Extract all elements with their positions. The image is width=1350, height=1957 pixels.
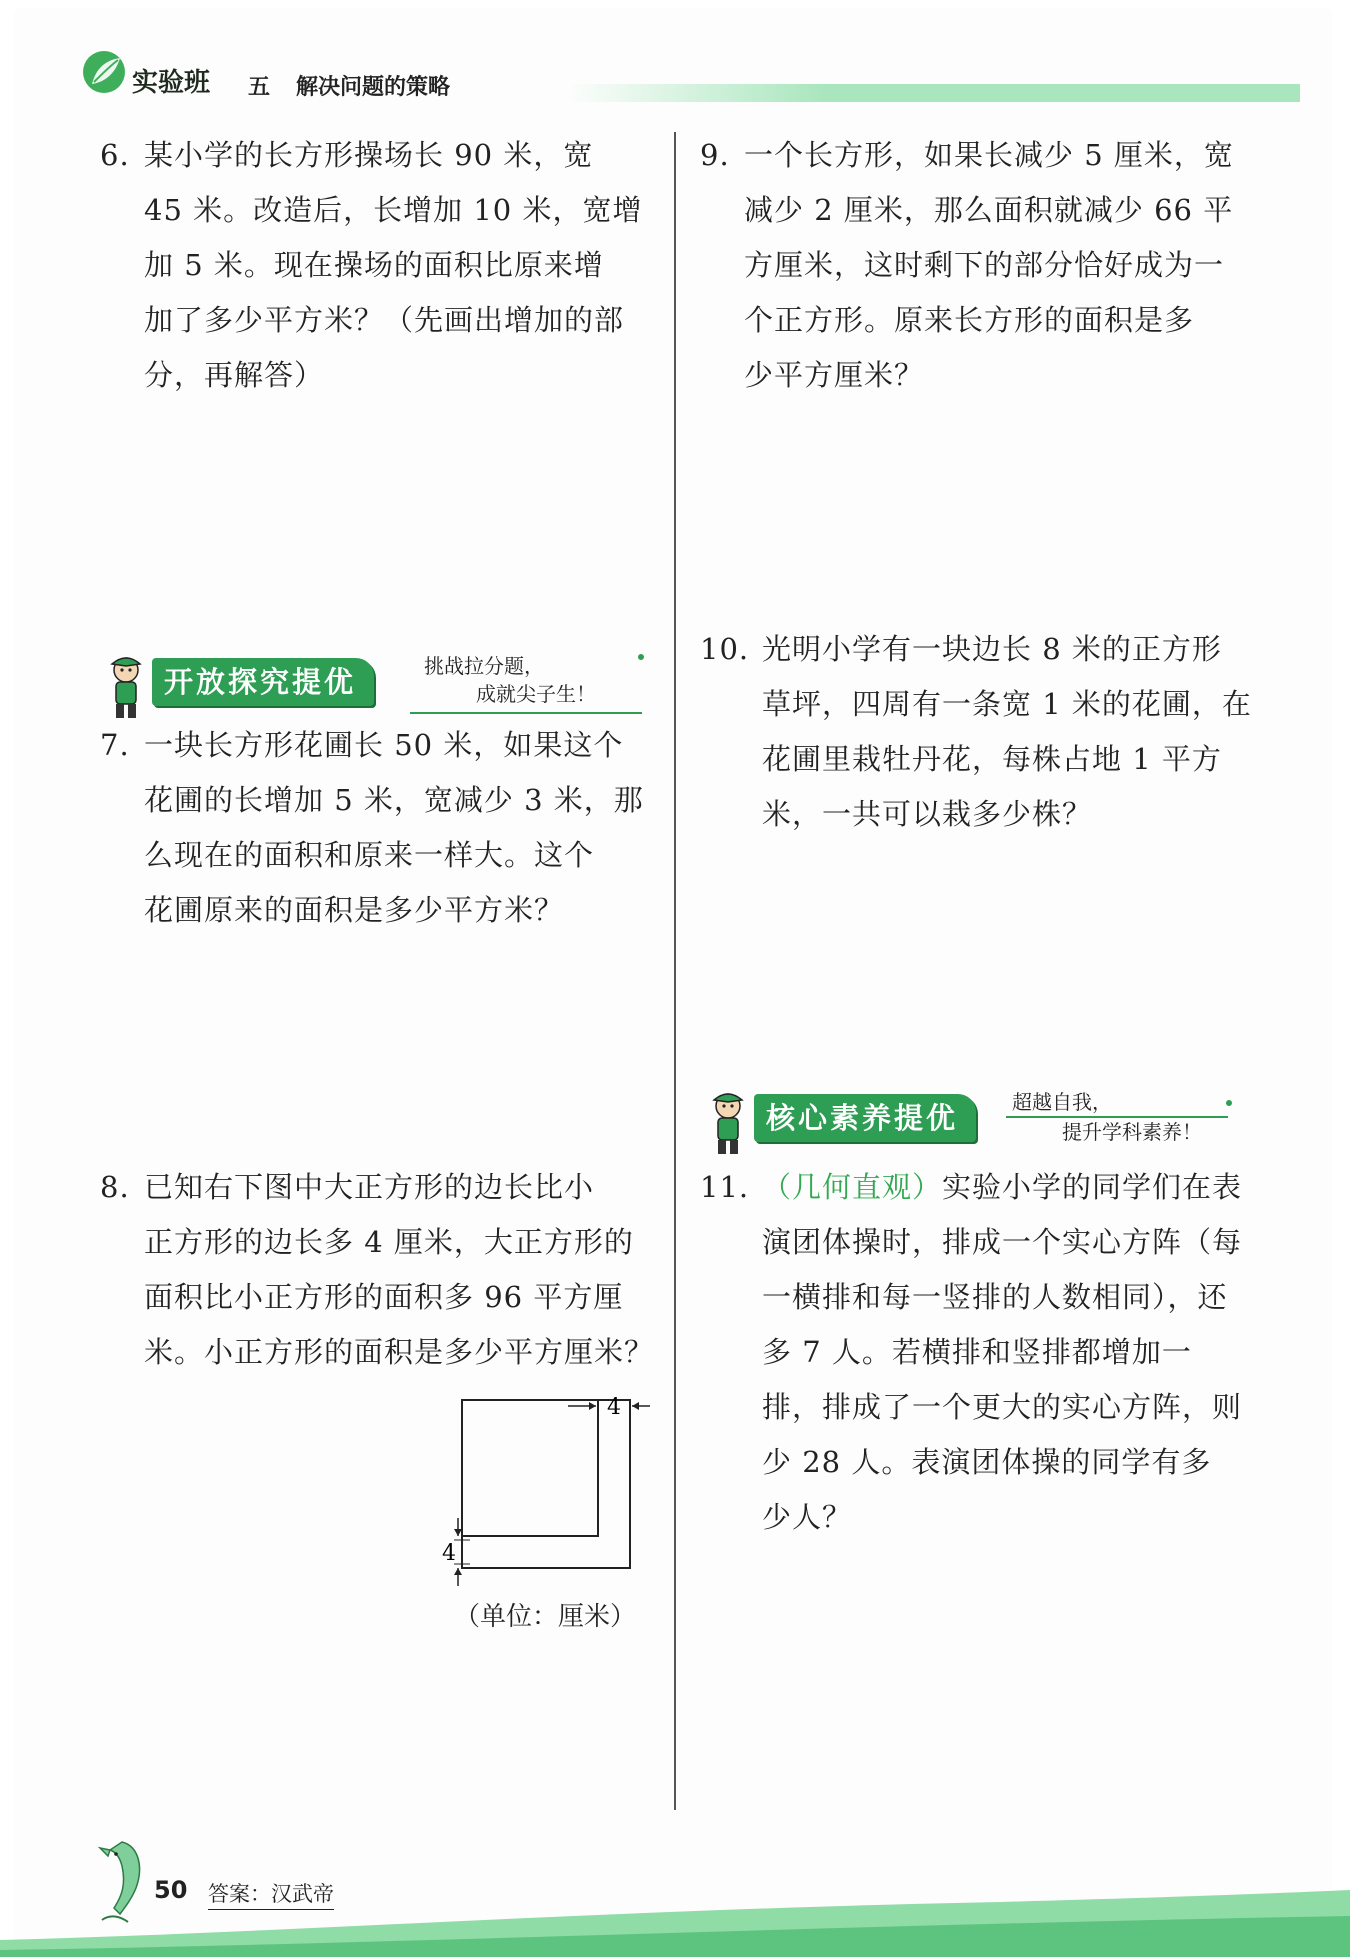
problem-number: 11. — [700, 1170, 750, 1204]
problem-line: 分，再解答） — [144, 358, 325, 392]
problem-line: 少平方厘米？ — [744, 358, 925, 392]
problem-line: 演团体操时，排成一个实心方阵（每 — [762, 1225, 1243, 1259]
footer-wave-decor — [0, 1880, 1350, 1957]
answer-text: 答案：汉武帝 — [208, 1882, 334, 1906]
column-divider — [674, 132, 676, 1810]
problem-line: 一块长方形花圃长 50 米，如果这个 — [144, 728, 624, 762]
page-number: 50 — [154, 1876, 188, 1904]
squares-diagram — [440, 1390, 660, 1630]
problem-line: 米。小正方形的面积是多少平方厘米？ — [144, 1335, 655, 1369]
problem-line-first — [762, 1160, 1267, 1215]
slogan-underline — [410, 712, 642, 714]
small-square — [462, 1400, 598, 1536]
unit-number: 五 — [248, 75, 271, 100]
problem-line: 米，一共可以栽多少株？ — [762, 797, 1093, 831]
leaf-logo-icon — [82, 50, 126, 94]
problem-line: 正方形的边长多 4 厘米，大正方形的 — [144, 1225, 634, 1259]
problem-line: 一个长方形，如果长减少 5 厘米，宽 — [744, 138, 1234, 172]
problem-line: 加 5 米。现在操场的面积比原来增 — [144, 248, 604, 282]
top-arrowhead-right — [632, 1402, 639, 1410]
problem-line: 草坪，四周有一条宽 1 米的花圃，在 — [762, 687, 1252, 721]
unit-title: 解决问题的策略 — [296, 75, 451, 100]
problem-line: 一横排和每一竖排的人数相同），还 — [762, 1280, 1228, 1314]
problem-line: 加了多少平方米？（先画出增加的部 — [144, 303, 625, 337]
top-dimension-label: 4 — [607, 1395, 621, 1420]
problem-9 — [700, 128, 1264, 403]
section-slogan-1: 超越自我， — [1012, 1090, 1112, 1114]
problem-line: 光明小学有一块边长 8 米的正方形 — [762, 632, 1222, 666]
problem-line: 45 米。改造后，长增加 10 米，宽增 — [144, 193, 643, 227]
problem-10 — [700, 622, 1267, 842]
dolphin-icon — [92, 1836, 156, 1926]
answer-note — [208, 1878, 334, 1908]
unit-caption: （单位：厘米） — [454, 1602, 637, 1632]
slogan-dot — [1226, 1100, 1232, 1106]
problem-number: 8. — [100, 1170, 130, 1204]
problem-line: 少 28 人。表演团体操的同学有多 — [762, 1445, 1212, 1479]
problem-7 — [100, 718, 654, 938]
top-arrowhead-left — [589, 1402, 596, 1410]
problem-6 — [100, 128, 654, 403]
problem-number: 6. — [100, 138, 130, 172]
answer-underline — [208, 1909, 334, 1910]
problem-line: 减少 2 厘米，那么面积就减少 66 平 — [744, 193, 1234, 227]
problem-line: 多 7 人。若横排和竖排都增加一 — [762, 1335, 1192, 1369]
mascot-icon — [700, 1088, 756, 1158]
problem-line: 么现在的面积和原来一样大。这个 — [144, 838, 595, 872]
section-slogan-1: 挑战拉分题， — [424, 654, 544, 678]
slogan-dot — [638, 654, 644, 660]
section-title: 核心素养提优 — [754, 1094, 976, 1142]
problem-line: 某小学的长方形操场长 90 米，宽 — [144, 138, 594, 172]
slogan-underline — [1006, 1116, 1228, 1118]
problem-8 — [100, 1160, 655, 1380]
large-square — [462, 1400, 630, 1568]
problem-line: 少人？ — [762, 1500, 853, 1534]
section-slogan-2: 提升学科素养！ — [1062, 1120, 1202, 1144]
side-dimension-label: 4 — [442, 1541, 456, 1566]
header-decor-bar — [568, 84, 1300, 102]
side-arrowhead-top — [454, 1529, 462, 1536]
problem-11 — [700, 1160, 1267, 1545]
problem-line: 排，排成了一个更大的实心方阵，则 — [762, 1390, 1243, 1424]
squares-diagram-svg — [440, 1390, 660, 1630]
problem-line: 已知右下图中大正方形的边长比小 — [144, 1170, 595, 1204]
problem-line: 花圃的长增加 5 米，宽减少 3 米，那 — [144, 783, 644, 817]
section-badge-core — [700, 1088, 1240, 1160]
category-tag: （几何直观） — [762, 1170, 943, 1204]
problem-line: 实验小学的同学们在表 — [942, 1170, 1243, 1204]
problem-number: 7. — [100, 728, 130, 762]
problem-line: 花圃里栽牡丹花，每株占地 1 平方 — [762, 742, 1222, 776]
problem-line: 方厘米，这时剩下的部分恰好成为一 — [744, 248, 1225, 282]
section-title: 开放探究提优 — [152, 658, 374, 706]
problem-number: 9. — [700, 138, 730, 172]
side-arrowhead-bottom — [454, 1568, 462, 1575]
mascot-icon — [98, 652, 154, 722]
problem-line: 面积比小正方形的面积多 96 平方厘 — [144, 1280, 624, 1314]
problem-number: 10. — [700, 632, 750, 666]
brand-name: 实验班 — [132, 68, 211, 98]
section-slogan-2: 成就尖子生！ — [476, 682, 596, 706]
section-badge-open — [98, 652, 658, 724]
problem-line: 个正方形。原来长方形的面积是多 — [744, 303, 1195, 337]
problem-line: 花圃原来的面积是多少平方米？ — [144, 893, 565, 927]
